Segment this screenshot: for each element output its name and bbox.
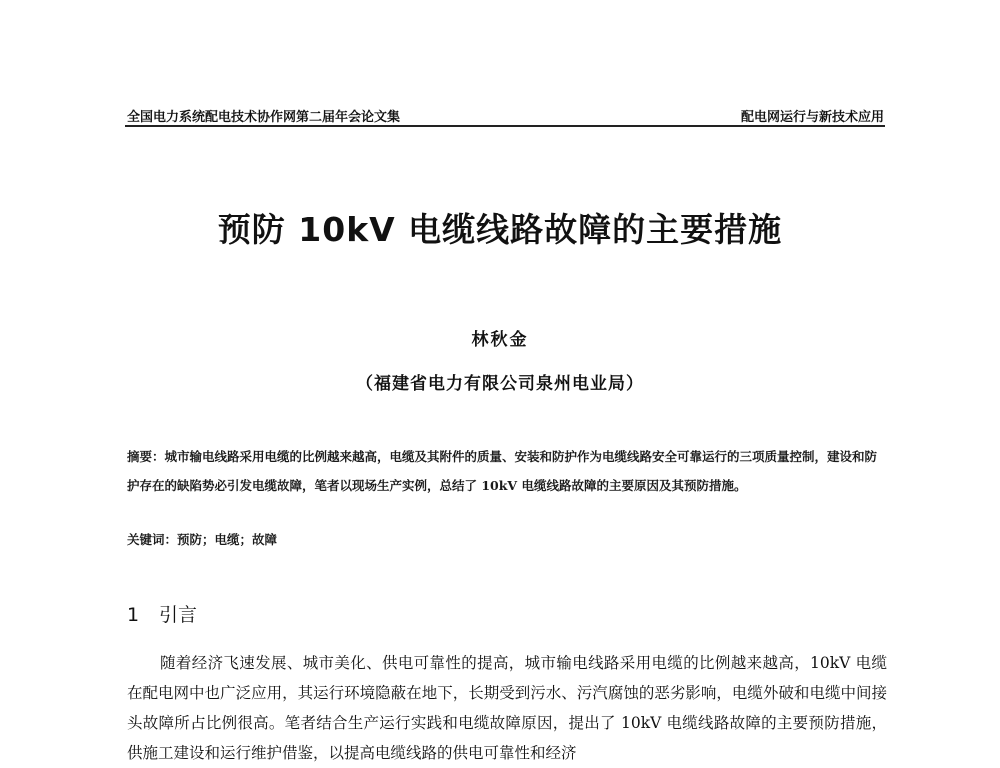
- header-right-text: 配电网运行与新技术应用: [740, 110, 884, 125]
- keywords-text: 预防；电缆；故障: [177, 532, 278, 547]
- section-heading: [127, 600, 197, 627]
- author-name: 林秋金: [471, 330, 529, 350]
- keywords-label: 关键词：: [127, 532, 178, 547]
- author-affiliation: （福建省电力有限公司泉州电业局）: [356, 374, 644, 394]
- abstract-text: 城市输电线路采用电缆的比例越来越高，电缆及其附件的质量、安装和防护作为电缆线路安全可靠运行的三项质量控制，建设和防护存在的缺陷势必引发电缆故障，笔者以现场生产实例，总结了 10kV 电缆线路故障的主要原因及其预防措施。: [127, 449, 878, 493]
- abstract-label: 摘要：: [127, 449, 165, 464]
- abstract: [127, 442, 887, 500]
- paper-title: 预防 10kV 电缆线路故障的主要措施: [217, 210, 783, 249]
- running-header: [127, 104, 884, 126]
- header-left-text: 全国电力系统配电技术协作网第二届年会论文集: [127, 110, 401, 125]
- header-rule: [125, 125, 885, 127]
- section-title: 引言: [159, 604, 198, 626]
- body-paragraph: 随着经济飞速发展、城市美化、供电可靠性的提高，城市输电线路采用电缆的比例越来越高，10kV 电缆在配电网中也广泛应用，其运行环境隐蔽在地下，长期受到污水、污汽腐蚀的恶劣影响，电缆外破和电缆中间接头故障所占比例很高。笔者结合生产运行实践和电缆故障原因，提出了 10kV 电缆线路故障的主要预防措施，供施工建设和运行维护借鉴，以提高电缆线路的供电可靠性和经济: [127, 654, 887, 762]
- section-number: 1: [127, 604, 140, 626]
- keywords: [127, 530, 887, 548]
